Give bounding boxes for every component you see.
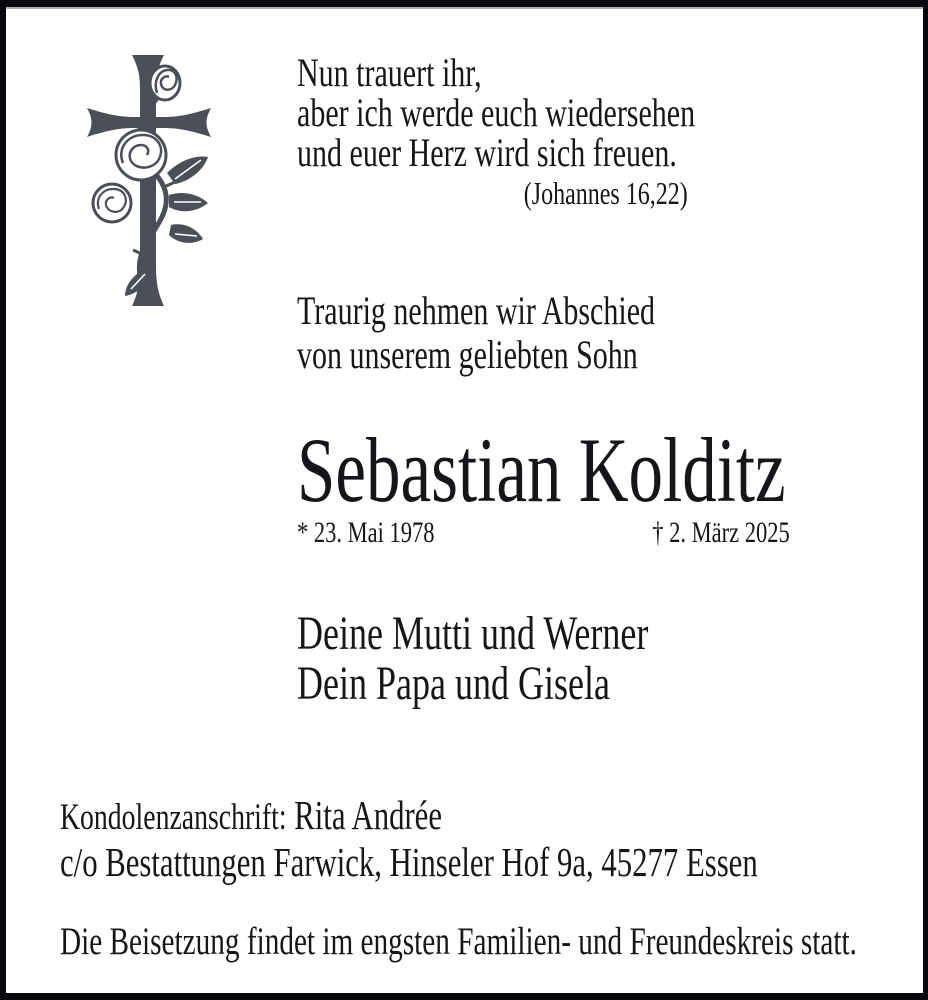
frame-gray-rule [0, 7, 928, 9]
farewell-intro [297, 289, 655, 377]
quote-line: aber ich werde euch wiedersehen [297, 90, 696, 135]
condolence-section [60, 793, 758, 884]
condolence-address: c/o Bestattungen Farwick, Hinseler Hof 9a, 45277 Essen [60, 839, 758, 885]
frame-border-top [0, 0, 928, 7]
mourners [297, 609, 648, 709]
condolence-label: Kondolenzanschrift: [60, 797, 287, 838]
frame-border-left [0, 0, 6, 1000]
mourner-line: Dein Papa und Gisela [297, 657, 610, 710]
life-dates [297, 516, 790, 550]
rosebud-icon [150, 66, 180, 100]
frame-border-bottom [0, 993, 928, 1000]
intro-line: von unserem geliebten Sohn [297, 332, 638, 377]
funeral-note: Die Beisetzung findet im engsten Familien- und Freundeskreis statt. [60, 920, 857, 963]
cross-with-roses-illustration [85, 55, 215, 310]
cross-icon [87, 55, 211, 306]
death-date: † 2. März 2025 [652, 516, 790, 549]
quote-line: und euer Herz wird sich freuen. [297, 130, 677, 175]
intro-line: Traurig nehmen wir Abschied [297, 288, 656, 333]
condolence-recipient: Rita Andrée [294, 792, 442, 838]
rose-icon [93, 184, 131, 222]
mourner-line: Deine Mutti und Werner [297, 607, 649, 660]
frame-border-right [923, 0, 928, 1000]
quote-attribution: (Johannes 16,22) [523, 175, 688, 211]
birth-date: * 23. Mai 1978 [297, 516, 435, 549]
quote-line: Nun trauert ihr, [297, 50, 482, 95]
deceased-name: Sebastian Kolditz [297, 419, 786, 521]
rose-icon [116, 130, 166, 180]
bible-quote [297, 50, 696, 213]
condolence-line [60, 793, 758, 840]
